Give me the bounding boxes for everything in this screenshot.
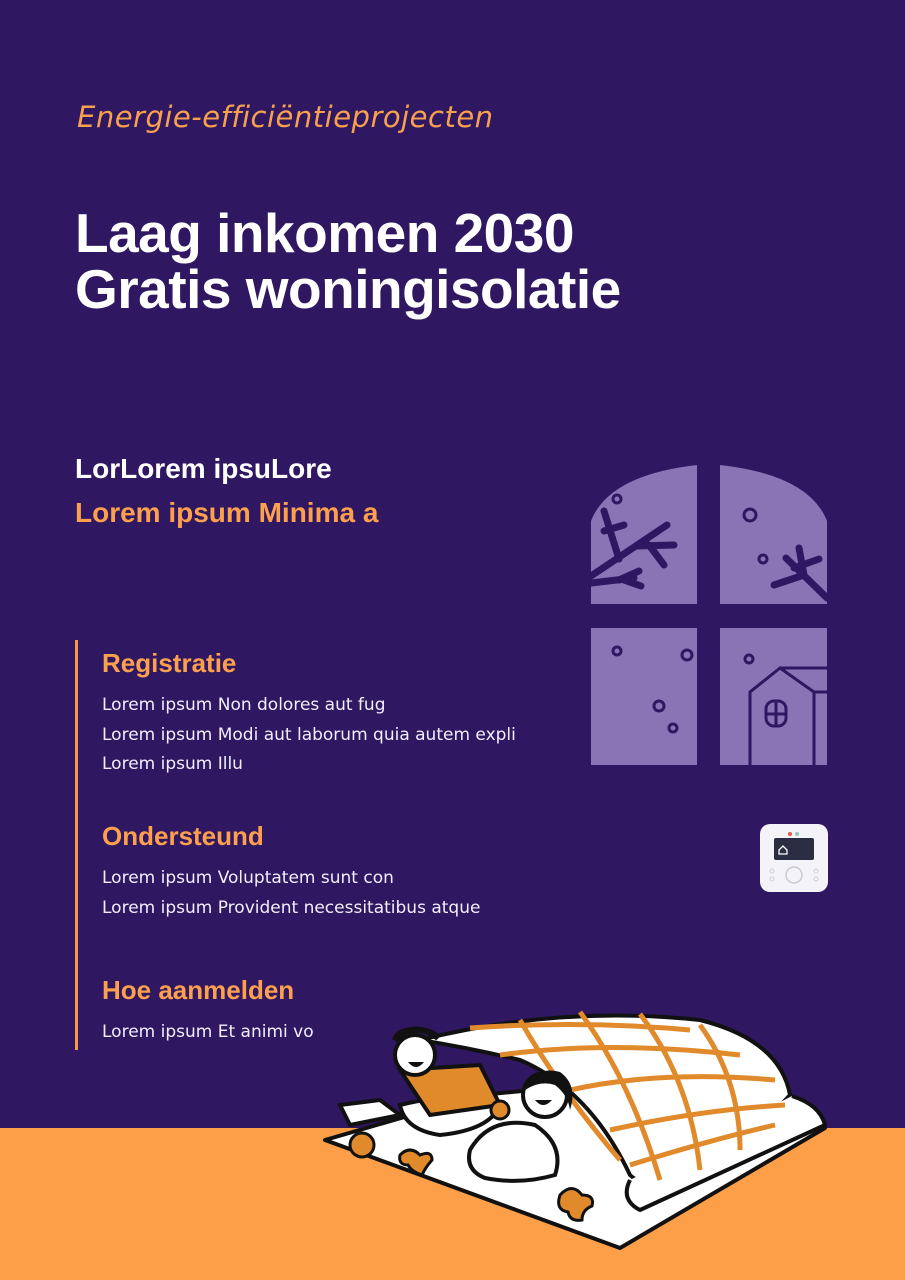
section-line: Lorem ipsum Modi aut laborum quia autem expli	[102, 724, 516, 745]
section-heading: Hoe aanmelden	[102, 975, 295, 1005]
section-line: Lorem ipsum Voluptatem sunt con	[102, 868, 394, 888]
page-title	[75, 202, 621, 320]
section-hoe-aanmelden	[102, 975, 314, 1048]
intro-subtitle: LorLorem ipsuLore	[75, 453, 332, 484]
section-ondersteund	[102, 821, 480, 923]
timeline-bar	[75, 640, 78, 1050]
intro-highlight: Lorem ipsum Minima a	[75, 497, 379, 528]
window-winter-icon	[589, 463, 829, 766]
section-heading: Registratie	[102, 648, 237, 678]
section-registratie	[102, 648, 516, 780]
section-line: Lorem ipsum Illu	[102, 754, 243, 774]
blanket-fort-illustration	[320, 1000, 840, 1260]
section-heading: Ondersteund	[102, 821, 264, 851]
title-line-2: Gratis woningisolatie	[75, 258, 621, 320]
section-line: Lorem ipsum Provident necessitatibus atque	[102, 897, 481, 918]
section-line: Lorem ipsum Et animi vo	[102, 1022, 314, 1042]
section-line: Lorem ipsum Non dolores aut fug	[102, 695, 386, 715]
thermostat-icon	[759, 823, 829, 893]
title-line-1: Laag inkomen 2030	[75, 202, 574, 264]
kicker-label: Energie-efficiëntieprojecten	[77, 100, 494, 134]
